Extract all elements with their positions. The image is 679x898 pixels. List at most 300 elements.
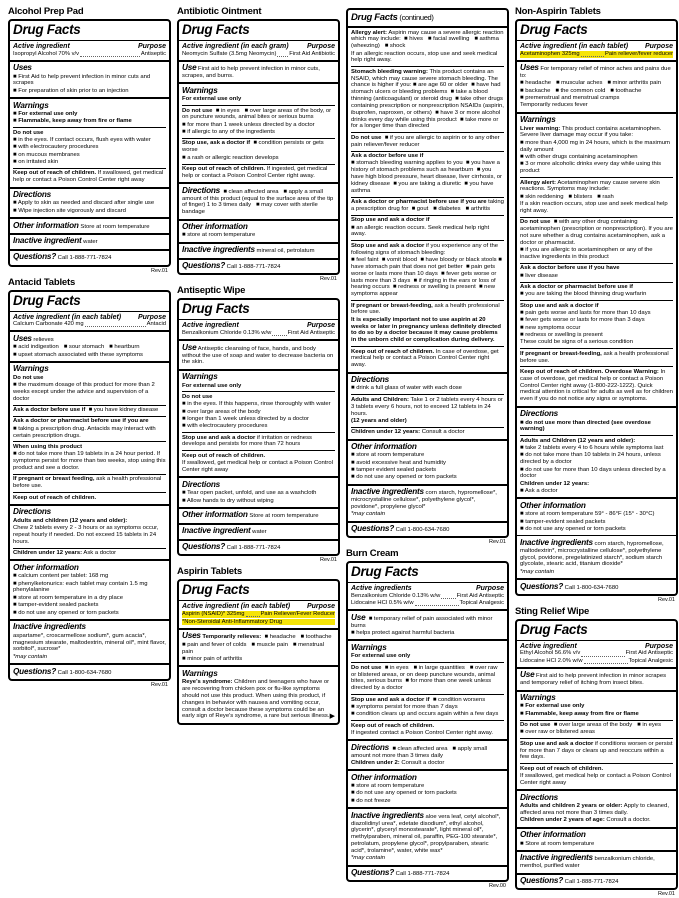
text-line [182,423,335,430]
active-ingredient-head: Active ingredient (in each tablet) [182,603,291,611]
body-text: ■ store at room temperature in a dry place [13,594,123,601]
body-text: Call 1-888-771-7824 [394,871,450,878]
bold-text: Do not use [520,219,551,226]
drug-facts-title-text: Drug Facts [182,22,250,37]
section-heading: Directions [13,507,52,517]
ingredient-purpose: Topical Analgesic [459,600,504,607]
bold-text: Do not use [351,134,382,141]
section-heading: Other information [13,562,79,572]
text-line [351,855,504,862]
text-line [13,334,166,344]
body-text: ■ store at room temperature [351,783,425,790]
text-line [351,240,504,256]
section-heading: Use [351,612,366,622]
text-line [13,127,166,136]
bold-text: Keep out of reach of children. [351,348,435,355]
body-text: ■ taking a prescription drug. Antacids may interact with certain prescription drugs. [13,425,156,439]
revision-label: Rev.01 [150,681,168,688]
section-heading: Questions? [182,542,226,552]
text-line [182,186,335,216]
non-aspirin-tablets-panel [515,6,678,603]
burn-cream-panel [346,548,509,889]
bold-text: For external use only [182,96,242,103]
text-line [520,693,673,703]
text-line [351,711,504,718]
drug-facts-title-text: Drug Facts [182,301,250,317]
text-line [520,291,673,298]
text-line [13,654,166,661]
antiseptic-wipe-product-title: Antiseptic Wipe [177,285,246,297]
antibiotic-ointment-product-title: Antibiotic Ointment [177,6,262,17]
bold-text: Stop use and ask a doctor [182,434,256,441]
purpose-head: Purpose [306,603,335,611]
text-line [182,232,335,239]
text-line [182,619,335,626]
text-line [13,364,166,374]
bold-text: Adults and Children: [351,396,409,403]
body-text: ■ Ask a doctor [520,488,558,495]
text-line [351,630,504,637]
section [179,182,338,218]
purpose-head: Purpose [306,43,335,50]
text-line [520,325,673,332]
dotted-leader [80,56,140,57]
bold-text: Keep out of reach of children. Overdose Warning: [520,368,659,375]
section-heading: Questions? [351,868,395,878]
body-text: ■ for more than 1 week unless directed by a doctor [182,121,315,128]
section [179,82,338,182]
body-text: ■ condition clears up and occurs again within a few days [351,711,499,718]
section [10,249,169,265]
text-line [351,151,504,160]
text-line [182,261,335,271]
section-heading: Other information [182,222,248,232]
text-line [351,30,504,51]
body-text: ■ stomach bleeding warning applies to you ■ you have a history of stomach problems such as heartburn ■ you have high blood pressure, heart disease, liver cirrhosis, or kidney disease ■ you are taking a diuretic ■ you have asthma [351,160,502,194]
section-heading: Directions [182,185,221,195]
body-text: Call 1-888-771-7824 [225,545,281,552]
body-text: ■ store at room temperature [351,452,425,459]
bold-text: It is especially important not to use aspirin at 20 weeks or later in pregnancy unless definitely directed to do so by a doctor because it may cause problems in the unborn child or complication during delivery. [351,316,501,344]
section [10,330,169,361]
bold-text: Keep out of reach of children. [182,452,266,459]
section-heading: Use [182,63,197,73]
body-text: ■ do not use any opened or torn packets [351,474,457,481]
section-heading: Warnings [351,642,387,652]
body-text: ■ feel faint ■ vomit blood ■ have bloody or black stools ■ have stomach pain that does not get better ■ pain gets worse or lasts more than 10 days ■ fever gets worse or lasts more than 3 days ■ if ringing in the ears or loss of hearing occurs ■ redness or swelling is present ■ new symptoms appear [351,256,502,298]
body-text: ■ drink a full glass of water with each dose [351,385,462,392]
section [348,563,507,582]
continued-label: (continued) [397,13,434,22]
ingredient-purpose-header [182,322,335,329]
body-text: ■ new symptoms occur [520,324,581,331]
text-line [13,474,166,490]
drug-facts-title [13,22,166,38]
body-text: ■ store at room temperature [182,232,256,239]
body-text: ■ Allow hands to dry without wiping [182,497,274,504]
aspirin-tablets-product-title: Aspirin Tablets [177,566,242,578]
text-line [520,817,673,824]
section-heading: Other information [520,500,586,510]
body-text: Ask a doctor [82,550,117,557]
section-heading: Other information [182,510,248,520]
section [179,60,338,83]
dotted-leader [441,598,455,599]
text-line [13,382,166,403]
text-line [520,488,673,495]
bold-text: Stop use and ask a doctor if [351,696,430,703]
text-line [13,190,166,200]
text-line [520,161,673,175]
text-line [182,669,335,679]
body-text: ■ do not use any opened or torn packets [520,525,626,532]
drug-facts-title-text: Drug Facts [182,582,250,598]
ingredient-purpose-header [182,603,335,610]
text-line [13,667,166,677]
body-text: ■ clean affected area ■ apply a small amount of this product (equal to the surface area of the tip of finger) 1 to 3 times daily ■ may cover with sterile bandage [182,188,334,216]
section [10,21,169,40]
text-line [351,643,504,653]
section [10,559,169,618]
active-ingredient-head: Active ingredient [520,642,577,650]
text-line [520,435,673,444]
bold-text: Ask a doctor before use if you have [520,265,620,272]
text-line [182,409,335,416]
section [179,242,338,258]
text-line [351,790,504,797]
body-text: ■ with other drugs containing acetaminophen [520,154,638,161]
ingredient-row [520,51,673,58]
section [10,361,169,504]
text-line [351,394,504,417]
text-line [13,492,166,501]
text-line [182,490,335,497]
body-text: ■ longer than 1 week unless directed by a doctor [182,415,310,422]
body-text: Acetaminophen may cause severe skin reactions. Symptoms may include: [520,179,660,193]
body-text: benzalkonium chloride, menthol, purified water [520,856,655,870]
bold-text: Children under 12 years: [351,429,421,436]
text-line [13,622,166,632]
body-text: ■ in eyes ■ in large quantities ■ over raw or blistered areas, or on deep puncture wounds, animal bites, serious burns ■ for more than one week unless directed by a doctor [351,664,498,692]
bold-text: Ask a doctor or pharmacist before use if you are [13,418,149,425]
body-text: ■ condition persists or gets worse [182,140,324,154]
text-line [351,51,504,65]
section-heading: Uses [182,631,201,641]
section [179,476,338,507]
body-text: ■ in the eyes. If contact occurs, flush eyes with water [13,136,151,143]
section [517,578,676,594]
body-text: First aid to help prevent infection in minor cuts, scrapes, and burns. [182,66,320,80]
bold-text: ■ do not use more than directed (see overdose warning) [520,419,651,433]
text-line [351,467,504,474]
active-ingredient-head: Active ingredient [13,43,70,50]
text-line [182,510,335,520]
bold-text: Ask a doctor or pharmacist before use if [520,284,633,291]
text-line [520,711,673,718]
section-heading: Inactive ingredients [182,245,255,255]
text-line [13,375,166,382]
section-heading: Warnings [13,100,49,110]
section [348,484,507,521]
text-line [182,642,335,656]
body-text: ■ store at room temperature 59° - 86°F (15° - 30°C) [520,511,655,518]
body-text: Consult a doctor [420,429,465,436]
section-heading: Warnings [520,693,556,703]
dotted-leader [581,656,624,657]
body-text: ■ if allergic to any of the ingredients [182,129,275,136]
body-text: ask a health professional before use. [351,302,500,316]
revision-label: Rev.00 [488,883,506,890]
section [179,507,338,523]
text-line [520,420,673,434]
bold-text: Keep out of reach of children. [13,170,97,177]
body-text: Call 1-888-771-7824 [225,264,281,271]
purpose-head: Purpose [137,313,166,321]
text-line [182,164,335,180]
ingredient-name: Neomycin Sulfate (3.5mg Neomycin) [182,50,277,57]
drug-facts-title-text: Drug Facts [351,564,419,580]
body-text: In case of overdose, get medical help or contact a Poison Control Center right away (1-800-222-1222). Quick medical attention is critical for adults as well as for children even if you do not notice any signs or symptoms. [520,368,673,403]
section-heading: Inactive ingredients [13,622,86,632]
burn-cream-box [346,561,509,882]
text-line [351,317,504,344]
text-line [520,317,673,324]
text-line [13,595,166,602]
section [179,600,338,628]
section-heading: Warnings [182,668,218,678]
section-heading: Inactive ingredients [351,810,424,820]
body-text: water [250,529,267,536]
section-heading: Directions [182,479,221,489]
section [348,582,507,609]
body-text: This product contains an NSAID, which may cause severe stomach bleeding. The chance is higher if you: ■ are age 60 or older ■ have had stomach ulcers or bleeding problems ■ take a blood thinning (anticoagulant) or steroid drug ■ take other drugs containing prescription or nonprescription NSAIDs (aspirin, ibuprofen, naproxen, or others) ■ have 3 or more alcohol drinks every day while using this product ■ take more or for a longer time than directed [351,68,504,130]
section [10,60,169,97]
body-text: ■ more than 4,000 mg in 24 hours, which is the maximum daily amount [520,139,670,153]
active-ingredient-head: Active ingredients [351,585,412,593]
purpose-head: Purpose [644,642,673,650]
text-line [351,300,504,316]
body-text: water [81,239,98,246]
text-line [351,346,504,369]
sting-relief-wipe-panel [515,606,678,898]
section [10,233,169,249]
text-line [520,738,673,761]
section [348,10,507,26]
bold-text: Do not use [520,722,551,729]
column-2 [177,3,340,898]
drug-facts-title [351,11,504,24]
section-heading: Uses [13,333,32,343]
text-line [351,798,504,805]
text-line [351,132,504,148]
text-line [520,95,673,102]
body-text: Call 1-888-771-7824 [563,879,619,886]
body-text: In case of overdose, get medical help or contact a Poison Control Center right away. [351,348,499,369]
text-line [351,460,504,467]
text-line [13,152,166,159]
body-text: ■ pain gets worse and lasts for more than 10 days [520,310,651,317]
dotted-leader [272,335,286,336]
aspirin-tablets-panel [177,566,340,724]
section-heading: Use [182,342,197,352]
body-text: Call 1-800-634-7680 [394,527,450,534]
body-text: Call 1-888-771-7824 [56,255,112,262]
bold-text: If pregnant or breast-feeding, [520,350,602,357]
text-line [13,441,166,450]
text-line [351,773,504,783]
body-text: ■ calcium content per tablet: 168 mg [13,573,109,580]
ingredient-purpose-header [520,43,673,50]
section-heading: Uses [520,63,539,73]
text-line [351,613,504,630]
text-line [520,720,673,729]
text-line [13,88,166,95]
revision-label: Rev.01 [319,557,337,564]
purpose-head: Purpose [475,585,504,593]
dotted-leader [85,326,146,327]
text-line [13,111,166,118]
section-heading: Inactive ingredients [520,537,593,547]
ingredient-purpose: Topical Analgesic [628,657,673,664]
text-line [182,245,335,255]
bold-text: Adults and children (12 years and older): [13,517,128,524]
section [517,60,676,112]
text-line [13,63,166,73]
non-aspirin-tablets-box [515,19,678,596]
body-text: Antiseptic cleansing of face, hands, and body without the use of soap and water to decrease bacteria on the skin. [182,345,334,366]
section [517,873,676,889]
ingredient-purpose-header [520,643,673,650]
text-line [13,518,166,525]
text-line [182,86,335,96]
section [179,665,338,722]
body-text: If an allergic reaction occurs, stop use and seek medical help right away. [351,50,498,64]
bold-text: Children under 2: [351,759,400,766]
section-heading: Other information [520,830,586,840]
text-line [520,300,673,309]
text-line [13,426,166,440]
body-text: ■ backache ■ the common cold ■ toothache [520,87,642,94]
section [348,865,507,881]
bold-text: Ask a doctor or pharmacist before use if you are [351,199,487,206]
text-line [351,487,504,511]
section [10,97,169,186]
ingredient-purpose: First Aid Antiseptic [456,592,504,599]
text-line [520,126,673,140]
bold-text: ■ Flammable, keep away from fire or flame [520,710,639,717]
body-text: ■ over large areas of the body [182,408,261,415]
bold-text: Do not use [182,393,213,400]
body-text: First aid to help prevent infection in minor scrapes and temporary relief of itching from insect bites. [520,673,667,687]
body-text: If ingested contact a Poison Control Center right away. [351,729,493,736]
body-text: ■ if you are allergic to acetaminophen or any of the inactive ingredients in this product [520,247,653,260]
bold-text: Keep out of reach of children. [351,722,435,729]
section [517,112,676,406]
section [179,339,338,369]
text-line [182,372,335,382]
text-line [351,653,504,660]
text-line [351,811,504,855]
bold-text: (12 years and older) [351,417,407,424]
drug-facts-title [182,22,335,38]
aspirin-continued-panel [346,8,509,545]
body-text: This product contains acetaminophen. Severe liver damage may occur if you take: [520,125,662,139]
ingredient-purpose-header [13,314,166,321]
bold-text: Keep out of reach of children. [520,765,604,772]
bold-text: Do not use [13,129,44,136]
section [517,789,676,826]
text-line [13,137,166,144]
column-1 [8,3,171,898]
antibiotic-ointment-panel [177,6,340,282]
ingredient-purpose: First Aid Antiseptic [287,329,335,336]
text-line [351,783,504,790]
text-line [13,252,166,262]
ingredient-name: Ethyl Alcohol 56.6% v/v [520,650,581,657]
bold-text: Children under 2 years of age: [520,817,605,824]
drug-facts-title [520,22,673,38]
section-heading: Directions [520,792,559,802]
body-text: ■ with electrocautery procedures [182,423,268,430]
bold-text: Do not use [13,374,44,381]
body-text: ■ phenylketonurics: each tablet may contain 1.5 mg phenylalanine [13,580,148,594]
text-line [520,582,673,592]
text-line [182,222,335,232]
text-line [520,501,673,511]
section [348,439,507,484]
body-text: ■ the maximum dosage of this product for more than 2 weeks except under the advice and supervision of a doctor [13,382,155,402]
text-line [182,542,335,552]
dotted-leader [277,56,288,57]
ingredient-name: Aspirin (NSAID)* 325mg [182,610,245,617]
body-text: aspartame*, croscarmellose sodium*, gum acacia*, magnesium stearate, maltodextrin, mineral oil*, mint flavor, sorbitol*, sucrose* [13,632,166,653]
section [517,621,676,640]
alcohol-prep-pad-product-title: Alcohol Prep Pad [8,6,84,17]
ingredient-row [182,51,335,58]
section-heading: Directions [351,742,390,752]
bold-text: ■ For external use only [520,703,585,710]
ingredient-row [520,650,673,657]
text-line [13,200,166,207]
body-text: Take 1 or 2 tablets every 4 hours or 3 tablets every 6 hours, not to exceed 12 tablets in 24 hours. [351,396,503,417]
text-line [351,662,504,692]
bold-text: Stop use and ask a doctor [520,740,594,747]
text-line [351,511,504,518]
sting-relief-wipe-box [515,619,678,891]
section-heading: Warnings [520,115,556,125]
text-line [13,344,166,351]
text-line [520,853,673,870]
text-line [520,140,673,154]
text-line [182,105,335,121]
body-text: ■ on irritated skin [13,159,59,166]
text-line [520,876,673,886]
body-text: ■ do not use any opened or torn packets [351,790,457,797]
section [517,827,676,850]
body-text: ■ do not freeze [351,797,391,804]
ingredient-row [351,600,504,607]
section [10,40,169,60]
body-text: Consult a doctor [399,759,445,766]
section [348,372,507,439]
bold-text: If pregnant or breast feeding, [13,476,95,483]
ingredient-row [13,51,166,58]
text-line [520,177,673,193]
text-line [182,526,335,536]
revision-label: Rev.01 [657,891,675,898]
bold-text: For external use only [182,382,242,389]
bold-text: Keep out of reach of children. [182,166,266,173]
